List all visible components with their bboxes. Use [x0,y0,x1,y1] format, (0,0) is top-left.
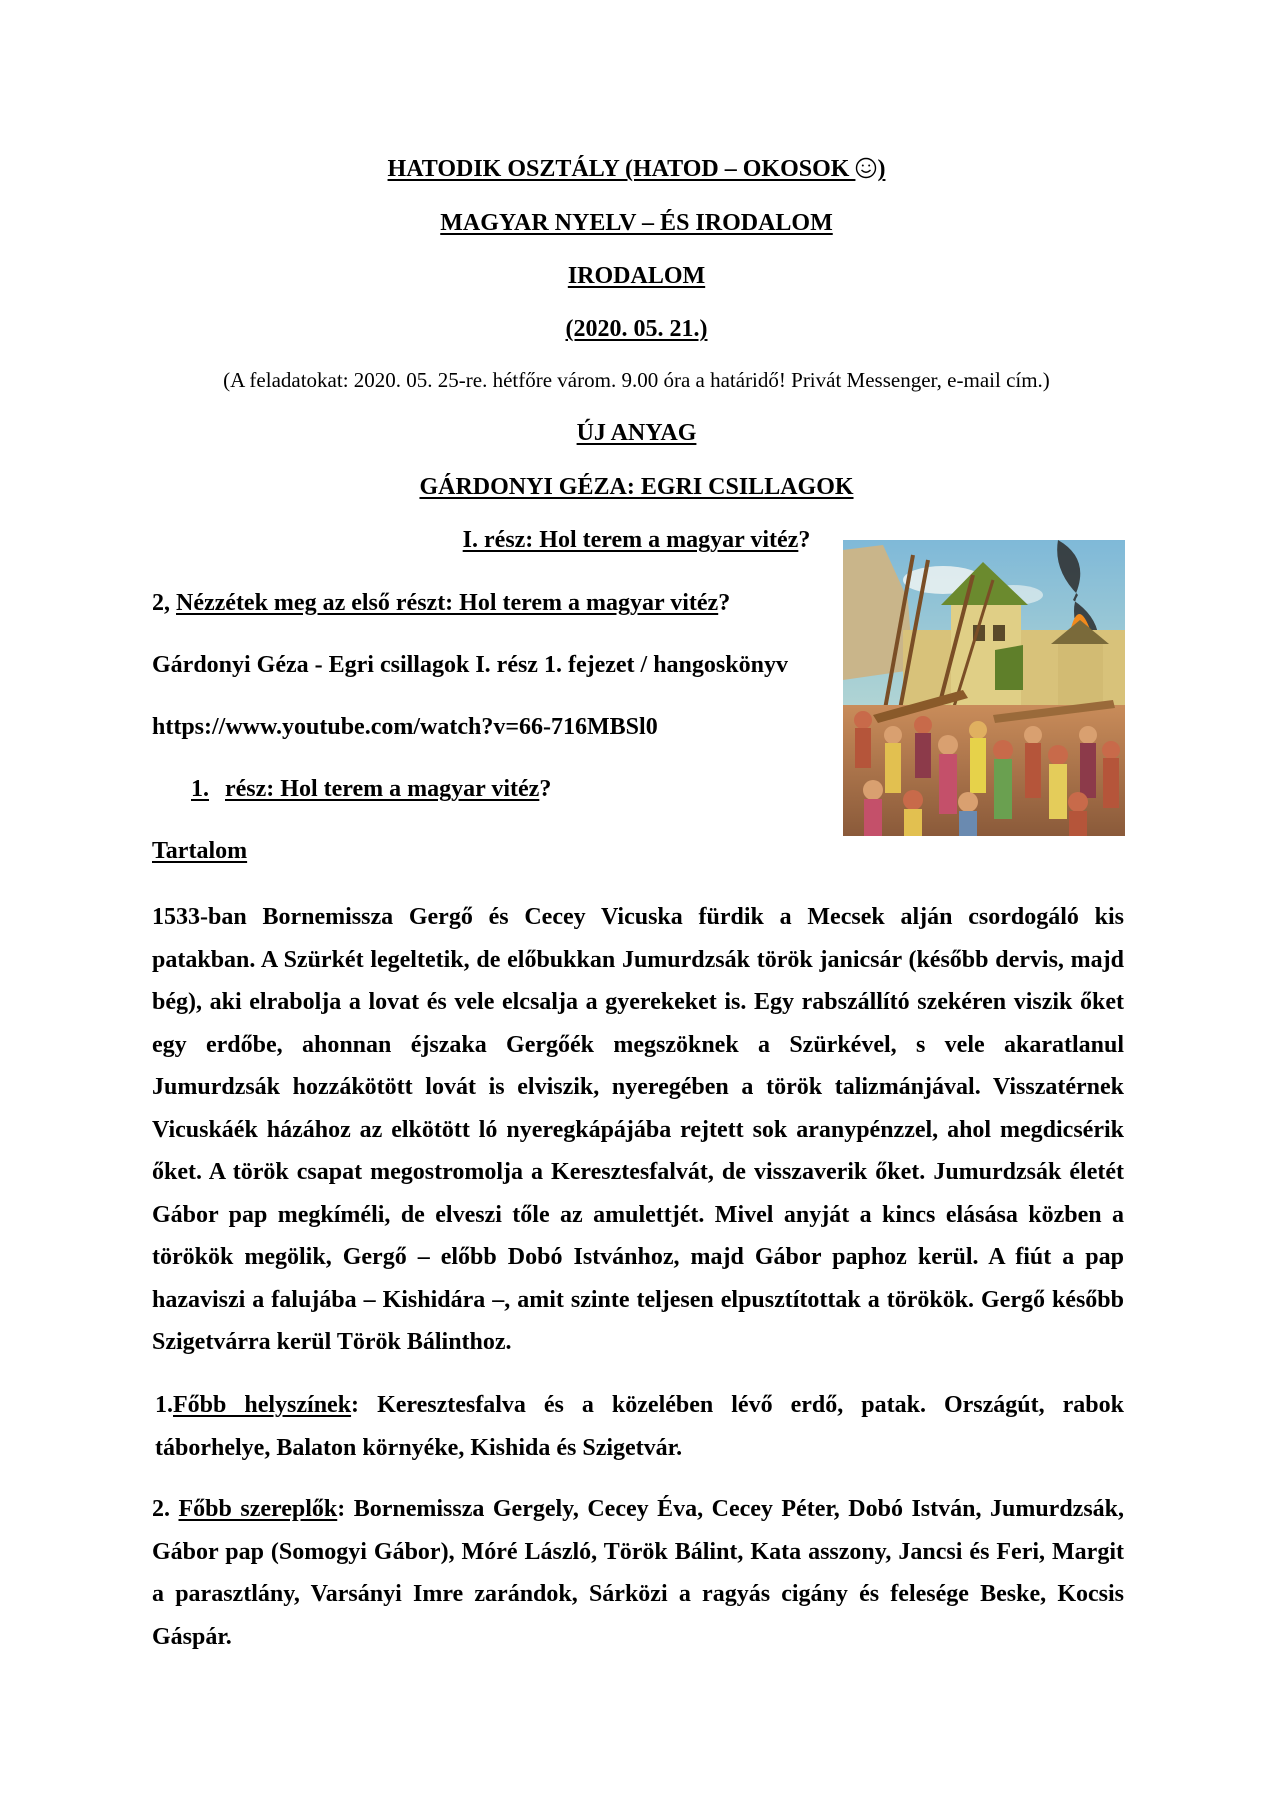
content-heading: Tartalom [152,838,248,864]
deadline-note: (A feladatokat: 2020. 05. 25-re. hétfőre várom. 9.00 óra a határidő! Privát Messenger, e-mail cím.) [223,368,1050,392]
new-material-heading: ÚJ ANYAG [576,420,697,446]
document-title [0,156,1273,183]
task-instruction [152,590,730,617]
lesson-date: (2020. 05. 21.) [565,316,708,342]
list-item-part-1 [191,776,551,803]
smiley-face-icon [855,157,877,179]
characters-label: Főbb szereplők [178,1496,338,1522]
task-instruction-text: Nézzétek meg az első részt: Hol terem a magyar vitéz [176,590,719,616]
characters-paragraph [152,1488,1124,1658]
part-title-text: I. rész: Hol terem a magyar vitéz [462,527,799,553]
section-title: IRODALOM [567,263,706,289]
characters-colon: : [337,1496,346,1522]
siege-illustration-graphic [843,540,1125,836]
audiobook-title: Gárdonyi Géza - Egri csillagok I. rész 1. fejezet / hangoskönyv [152,652,788,678]
characters-number: 2. [152,1496,179,1522]
task-number: 2, [152,590,176,616]
subject-title: MAGYAR NYELV – ÉS IRODALOM [440,210,833,236]
list-number: 1. [191,776,209,802]
part-title-qmark: ? [798,527,811,553]
siege-illustration [843,540,1125,836]
title-text: HATODIK OSZTÁLY (HATOD – OKOSOK [387,156,856,182]
list-item-qmark: ? [539,776,552,802]
title-close-paren: ) [877,156,886,182]
locations-text: Keresztesfalva és a közelében lévő erdő, patak. Országút, rabok táborhelye, Balaton környéke, Kishida és Szigetvár. [155,1392,1124,1461]
locations-paragraph [155,1384,1124,1469]
list-item-text: rész: Hol terem a magyar vitéz [225,776,540,802]
locations-number: 1. [155,1392,173,1418]
locations-colon: : [351,1392,360,1418]
characters-text: Bornemissza Gergely, Cecey Éva, Cecey Péter, Dobó István, Jumurdzsák, Gábor pap (Somogyi Gábor), Móré László, Török Bálint, Kata asszony, Jancsi és Feri, Margit a parasztlány, Varsányi Imre zarándok, Sárközi a ragyás cigány és felesége Beske, Kocsis Gáspár. [152,1496,1125,1650]
locations-label: Főbb helyszínek [173,1392,352,1418]
video-link[interactable]: https://www.youtube.com/watch?v=66-716MBSl0 [152,714,658,740]
book-title: GÁRDONYI GÉZA: EGRI CSILLAGOK [419,474,854,500]
summary-paragraph: 1533-ban Bornemissza Gergő és Cecey Vicuska fürdik a Mecsek alján csordogáló kis patakban. A Szürkét legeltetik, de előbukkan Jumurdzsák török janicsár (később dervis, majd bég), aki elrabolja a lovat és vele elcsalja a gyerekeket is. Egy rabszállító szekéren viszik őket egy erdőbe, ahonnan éjszaka Gergőék megszöknek a Szürkével, s vele akaratlanul Jumurdzsák hozzákötött lovát is elviszik, nyeregében a török talizmánjával. Visszatérnek Vicuskáék házához az elkötött ló nyeregkápájába rejtett sok aranypénzzel, ahol megdicsérik őket. A török csapat megostromolja a Keresztesfalvát, de visszaverik őket. Jumurdzsák életét Gábor pap megkíméli, de elveszi tőle az amulettjét. Mivel anyját a kincs elásása közben a törökök megölik, Gergő – előbb Dobó Istvánhoz, majd Gábor paphoz kerül. A fiút a pap hazaviszi a falujába – Kishidára –, amit szinte teljesen elpusztítottak a törökök. Gergő később Szigetvárra kerül Török Bálinthoz. [152,904,1124,1355]
task-qmark: ? [718,590,731,616]
